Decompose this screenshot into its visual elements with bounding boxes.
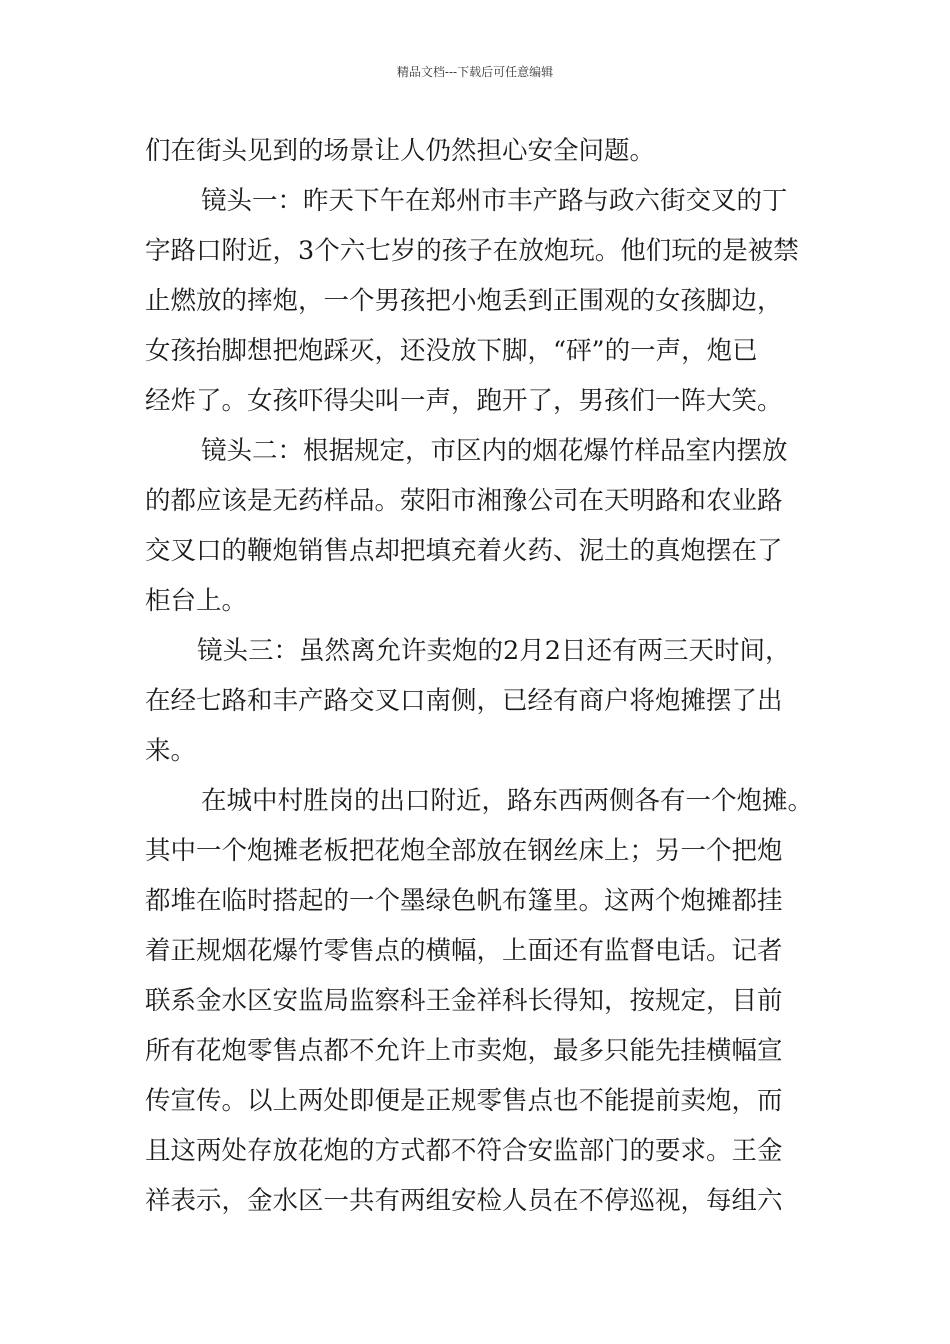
document-body: [145, 126, 845, 1226]
text-line: 其中一个炮摊老板把花炮全部放在钢丝床上；另一个把炮: [145, 836, 783, 866]
text-line: 们在街头见到的场景让人仍然担心安全问题。: [145, 136, 656, 166]
page-header: 精品文档---下载后可任意编辑: [396, 65, 554, 79]
text-line: 祥表示，金水区一共有两组安检人员在不停巡视，每组六: [145, 1186, 783, 1216]
text-line: 所有花炮零售点都不允许上市卖炮，最多只能先挂横幅宣: [145, 1036, 783, 1066]
text-line: 的都应该是无药样品。荥阳市湘豫公司在天明路和农业路: [145, 486, 783, 516]
text-line: 都堆在临时搭起的一个墨绿色帆布篷里。这两个炮摊都挂: [145, 886, 783, 916]
paragraph-start-line: 镜头三：虽然离允许卖炮的2月2日还有两三天时间，: [197, 636, 791, 666]
text-line: 柜台上。: [145, 586, 248, 616]
text-line: 着正规烟花爆竹零售点的横幅，上面还有监督电话。记者: [145, 936, 783, 966]
text-line: 字路口附近，3个六七岁的孩子在放炮玩。他们玩的是被禁: [145, 236, 799, 266]
paragraph-start-line: 镜头一：昨天下午在郑州市丰产路与政六街交叉的丁: [201, 186, 788, 216]
text-line: 且这两处存放花炮的方式都不符合安监部门的要求。王金: [145, 1136, 783, 1166]
text-line: 联系金水区安监局监察科王金祥科长得知，按规定，目前: [145, 986, 783, 1016]
paragraph-start-line: 在城中村胜岗的出口附近，路东西两侧各有一个炮摊。: [201, 786, 814, 816]
text-line: 女孩抬脚想把炮踩灭，还没放下脚，“砰”的一声，炮已: [145, 336, 758, 366]
text-line: 止燃放的摔炮，一个男孩把小炮丢到正围观的女孩脚边，: [145, 286, 783, 316]
text-line: 在经七路和丰产路交叉口南侧，已经有商户将炮摊摆了出: [145, 686, 783, 716]
text-line: 经炸了。女孩吓得尖叫一声，跑开了，男孩们一阵大笑。: [145, 386, 783, 416]
text-line: 交叉口的鞭炮销售点却把填充着火药、泥土的真炮摆在了: [145, 536, 783, 566]
paragraph-start-line: 镜头二：根据规定，市区内的烟花爆竹样品室内摆放: [201, 436, 788, 466]
text-line: 来。: [145, 736, 197, 766]
text-line: 传宣传。以上两处即便是正规零售点也不能提前卖炮，而: [145, 1086, 783, 1116]
